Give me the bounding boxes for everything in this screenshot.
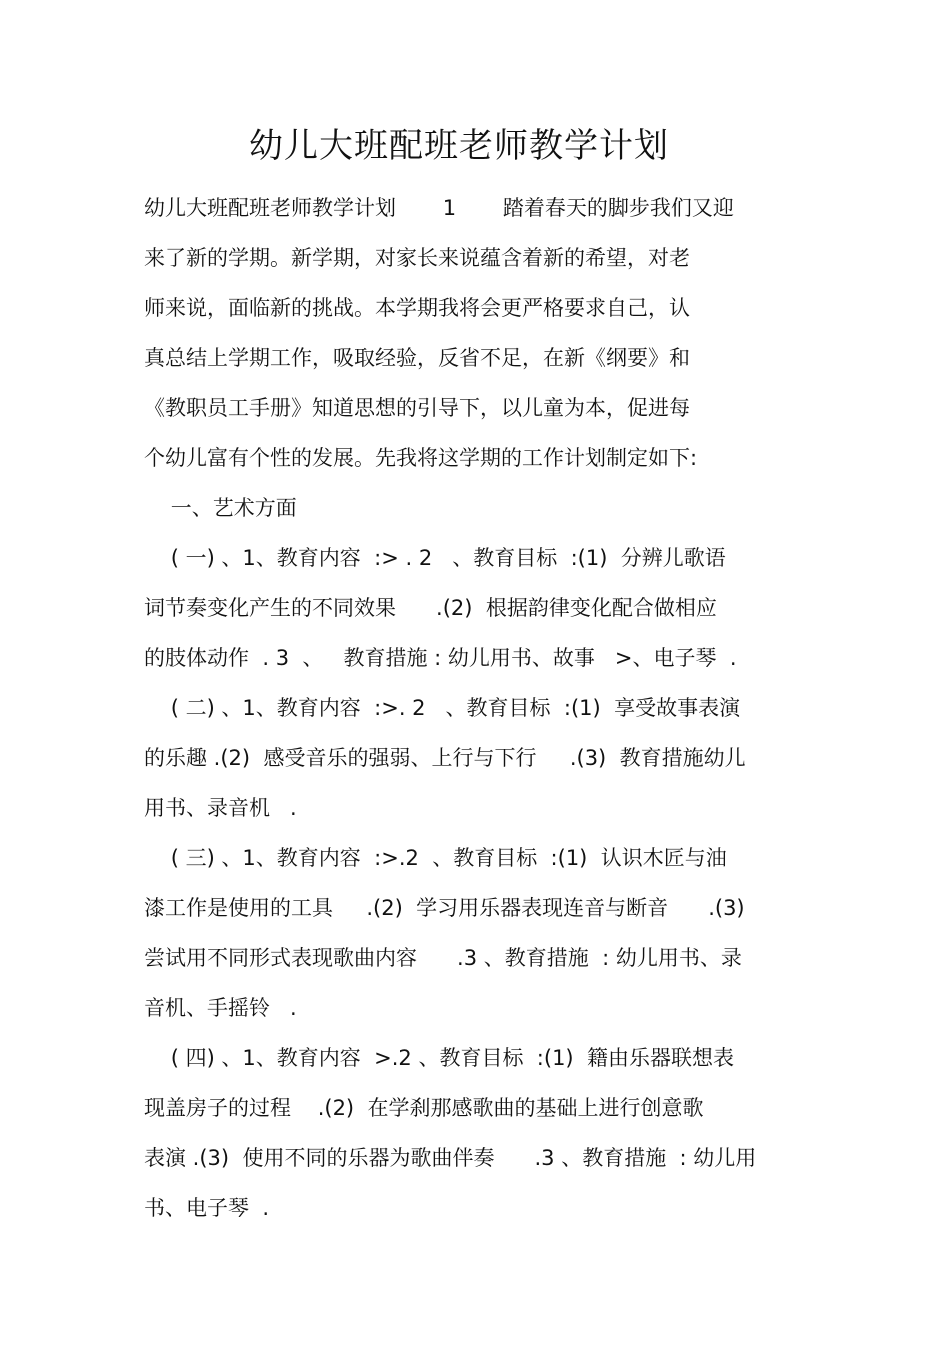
body-line: 个幼儿富有个性的发展。先我将这学期的工作计划制定如下: (144, 446, 698, 470)
body-line: ( 一) 、1、教育内容 :> . 2 、教育目标 :(1) 分辨儿歌语 (144, 546, 726, 570)
body-line: 尝试用不同形式表现歌曲内容 .3 、教育措施 : 幼儿用书、录 (144, 946, 742, 970)
body-line: 词节奏变化产生的不同效果 .(2) 根据韵律变化配合做相应 (144, 596, 717, 620)
body-line: 用书、录音机 . (144, 796, 297, 820)
body-line: 师来说，面临新的挑战。本学期我将会更严格要求自己，认 (144, 296, 690, 320)
body-line: 来了新的学期。新学期，对家长来说蕴含着新的希望，对老 (144, 246, 690, 270)
body-line: ( 三) 、1、教育内容 :>.2 、教育目标 :(1) 认识木匠与油 (144, 846, 727, 870)
body-line: 书、电子琴 . (144, 1196, 270, 1220)
body-line: 真总结上学期工作，吸取经验，反省不足，在新《纲要》和 (144, 346, 690, 370)
body-line: ( 二) 、1、教育内容 :>. 2 、教育目标 :(1) 享受故事表演 (144, 696, 741, 720)
body-line: 漆工作是使用的工具 .(2) 学习用乐器表现连音与断音 .(3) (144, 896, 745, 920)
body-line: 的肢体动作 . 3 、 教育措施 : 幼儿用书、故事 >、电子琴 . (144, 646, 737, 670)
body-line: 幼儿大班配班老师教学计划 1 踏着春天的脚步我们又迎 (144, 196, 734, 220)
body-line: 表演 .(3) 使用不同的乐器为歌曲伴奏 .3 、教育措施 : 幼儿用 (144, 1146, 757, 1170)
document-title: 幼儿大班配班老师教学计划 (249, 126, 669, 166)
body-line: 音机、手摇铃 . (144, 996, 297, 1020)
section-heading: 一、艺术方面 (144, 496, 297, 520)
body-line: 现盖房子的过程 .(2) 在学刹那感歌曲的基础上进行创意歌 (144, 1096, 704, 1120)
body-line: 的乐趣 .(2) 感受音乐的强弱、上行与下行 .(3) 教育措施幼儿 (144, 746, 746, 770)
body-line: ( 四) 、1、教育内容 >.2 、教育目标 :(1) 籍由乐器联想表 (144, 1046, 734, 1070)
document-body (144, 183, 824, 1233)
body-line: 《教职员工手册》知道思想的引导下，以儿童为本，促进每 (144, 396, 690, 420)
